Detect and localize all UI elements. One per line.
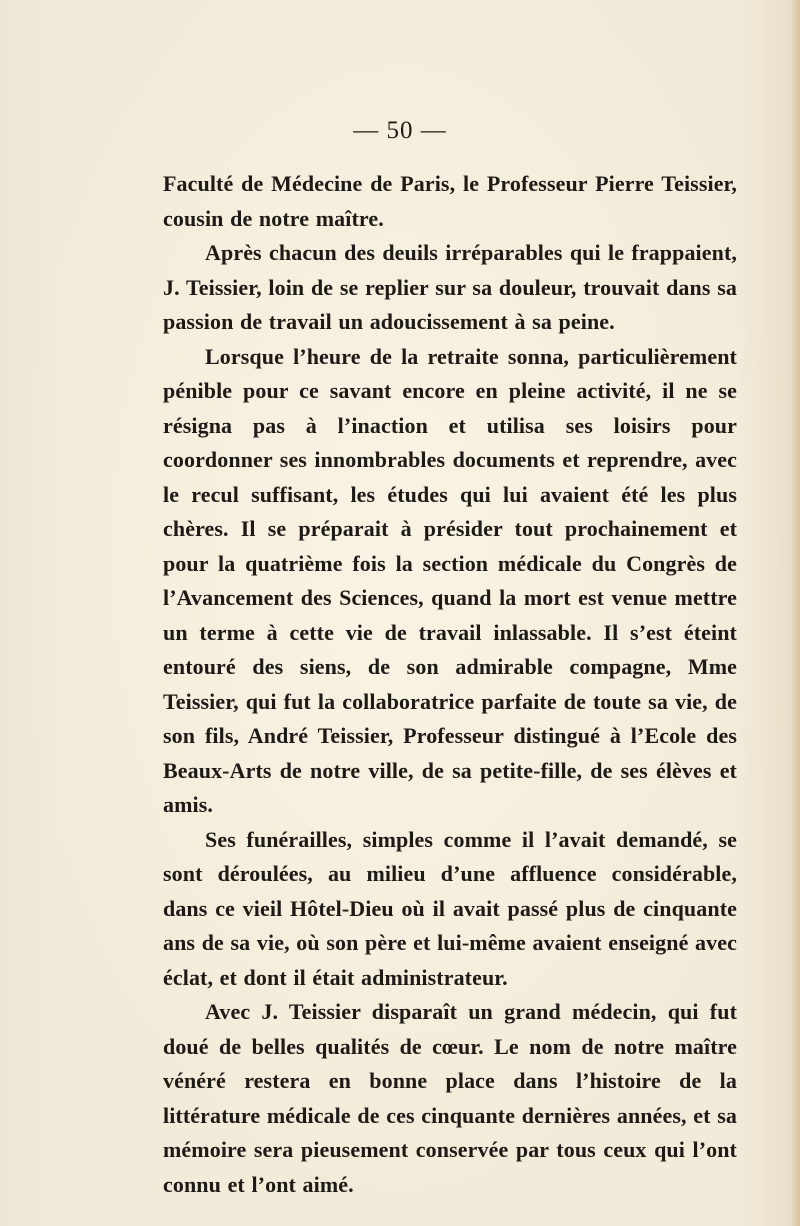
- paragraph: Après chacun des deuils irréparables qui le frappaient, J. Teissier, loin de se replier sur sa douleur, trouvait dans sa passion de travail un adoucissement à sa peine.: [163, 240, 737, 334]
- paragraph-continued: Faculté de Médecine de Paris, le Professeur Pierre Teissier, cousin de notre maître.: [163, 171, 737, 231]
- paragraph: Avec J. Teissier disparaît un grand médecin, qui fut doué de belles qualités de cœur. Le nom de notre maître vénéré restera en bonne place dans l’histoire de la littérature médicale de ces cinquante dernières années, et sa mémoire sera pieusement conservée par tous ceux qui l’ont connu et l’ont aimé.: [163, 999, 737, 1197]
- page-edge: [790, 0, 800, 1226]
- body-text: [163, 167, 737, 1202]
- paragraph: Ses funérailles, simples comme il l’avait demandé, se sont déroulées, au milieu d’une affluence considérable, dans ce vieil Hôtel-Dieu où il avait passé plus de cinquante ans de sa vie, où son père et lui-même avaient enseigné avec éclat, et dont il était administrateur.: [163, 826, 737, 990]
- page-number: — 50 —: [353, 117, 447, 144]
- paragraph: Lorsque l’heure de la retraite sonna, particulièrement pénible pour ce savant encore en pleine activité, il ne se résigna pas à l’inaction et utilisa ses loisirs pour coordonner ses innombrables documents et reprendre, avec le recul suffisant, les études qui lui avaient été les plus chères. Il se préparait à présider tout prochainement et pour la quatrième fois la section médicale du Congrès de l’Avancement des Sciences, quand la mort est venue mettre un terme à cette vie de travail inlassable. Il s’est éteint entouré des siens, de son admirable compagne, Mme Teissier, qui fut la collaboratrice parfaite de toute sa vie, de son fils, André Teissier, Professeur distingué à l’Ecole des Beaux-Arts de notre ville, de sa petite-fille, de ses élèves et amis.: [163, 343, 737, 817]
